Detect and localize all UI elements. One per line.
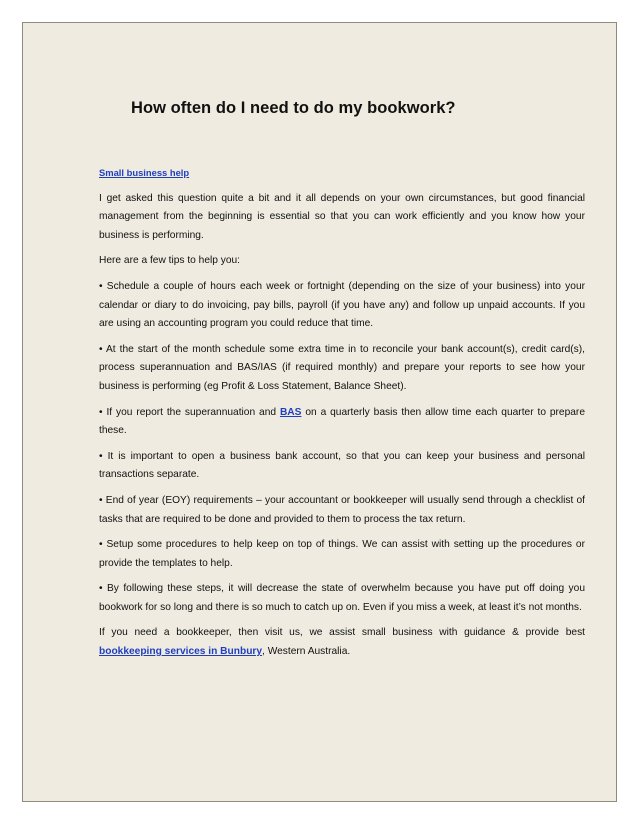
closing-text-start: If you need a bookkeeper, then visit us, we assist small business with guidance & provide best [99,627,585,639]
tip-quarterly [99,404,585,441]
tips-intro: Here are a few tips to help you: [99,255,241,267]
tip-monthly: • At the start of the month schedule some extra time in to reconcile your bank account(s), credit card(s), process superannuation and BAS/IAS (if required monthly) and prepare your reports to see how your business is performing (eg Profit & Loss Statement, Balance Sheet). [99,343,585,392]
tip-bank-account: • It is important to open a business bank account, so that you can keep your business and personal transactions separate. [99,450,585,481]
bas-link[interactable]: BAS [279,406,302,418]
document-title: How often do I need to do my bookwork? [131,99,456,117]
tip-quarterly-text-end: on a quarterly basis then allow time each quarter to prepare these. [99,406,585,437]
document-sheet [22,22,617,802]
document-body [99,164,585,669]
tip-overwhelm: • By following these steps, it will decrease the state of overwhelm because you have put off doing you bookwork for so long and there is so much to catch up on. Even if you miss a week, at least it’s not months. [99,583,585,613]
closing-text-end: , Western Australia. [262,646,351,658]
closing-paragraph [99,624,585,661]
intro-paragraph: I get asked this question quite a bit and it all depends on your own circumstances, but good financial management from the beginning is essential so that you can work efficiently and you know how your business is performing. [99,192,585,241]
bookkeeping-services-link[interactable]: bookkeeping services in Bunbury [99,646,263,658]
tip-end-of-year: • End of year (EOY) requirements – your accountant or bookkeeper will usually send through a checklist of tasks that are required to be done and provided to them to process the tax return. [99,494,585,525]
category-link[interactable]: Small business help [99,167,190,178]
tip-weekly: • Schedule a couple of hours each week or fortnight (depending on the size of your business) into your calendar or diary to do invoicing, pay bills, payroll (if you have any) and follow up unpaid accounts. If you are using an accounting program you could reduce that time. [99,280,585,330]
tip-quarterly-text-start: • If you report the superannuation and [99,406,280,418]
tip-procedures: • Setup some procedures to help keep on top of things. We can assist with setting up the procedures or provide the templates to help. [99,539,585,569]
